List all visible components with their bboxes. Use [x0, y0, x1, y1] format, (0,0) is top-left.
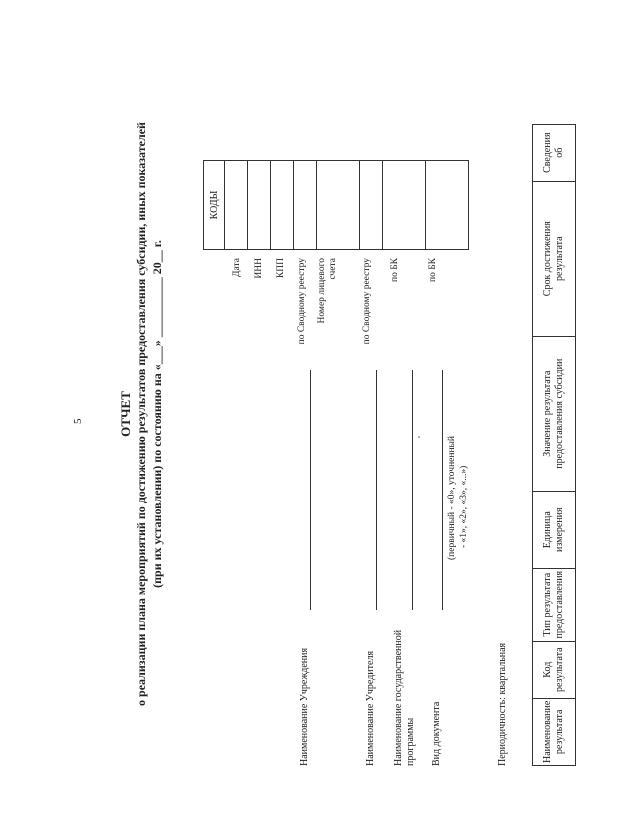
code-cell-account[interactable]	[317, 161, 360, 250]
results-table	[532, 124, 576, 766]
label-account-2: счета	[328, 258, 338, 280]
col-achievement-term: Срок достижения результата	[533, 181, 576, 336]
report-title: ОТЧЕТ	[118, 391, 133, 437]
institution-field-line[interactable]	[310, 370, 311, 610]
page-number: 5	[72, 418, 84, 424]
label-inn: ИНН	[254, 258, 264, 279]
label-institution: Наименование Учреждения	[299, 647, 310, 766]
col-unit: Единица измерения	[533, 491, 576, 568]
col-result-name: Наименование результата	[533, 698, 576, 765]
label-bk-2: по БК	[428, 258, 438, 283]
doc-type-hint-1: (первичный - «0», уточненный	[447, 435, 457, 560]
label-founder: Наименование Учредителя	[365, 650, 376, 766]
code-cell-kpp[interactable]	[271, 161, 294, 250]
codes-table	[203, 160, 469, 250]
founder-field-line[interactable]	[376, 370, 377, 610]
label-program-1: Наименование государственной	[393, 629, 404, 766]
label-kpp: КПП	[276, 258, 286, 279]
report-date-line: (при их установлении) по состоянию на «___» __________ 20__ г.	[150, 240, 164, 588]
doc-type-hint-2: - «1», «2», «3», «...»)	[459, 465, 469, 548]
col-result-code: Код результата	[533, 641, 576, 698]
doc-type-field-line[interactable]	[442, 370, 443, 610]
code-cell-svod2[interactable]	[360, 161, 383, 250]
label-periodicity: Периодичность: квартальная	[497, 642, 508, 766]
col-result-value: Значение результата предоставления субсидии	[533, 336, 576, 491]
label-account-1: Номер лицевого	[317, 258, 327, 324]
program-field-line[interactable]	[412, 370, 413, 610]
label-date: Дата	[232, 258, 242, 277]
label-svod-2: по Сводному реестру	[362, 258, 372, 345]
table-header-row	[533, 124, 576, 765]
codes-header: КОДЫ	[204, 161, 225, 250]
code-cell-bk2[interactable]	[426, 161, 469, 250]
report-subtitle: о реализации плана мероприятий по достижению результатов предоставления субсидии, иных показателей	[134, 122, 148, 706]
scan-dot	[418, 436, 420, 438]
label-svod-1: по Сводному реестру	[297, 258, 307, 345]
label-bk-1: по БК	[390, 258, 400, 283]
code-cell-inn[interactable]	[248, 161, 271, 250]
code-cell-bk1[interactable]	[383, 161, 426, 250]
col-info: Сведения об	[533, 124, 576, 181]
col-result-type: Тип результата предоставления	[533, 568, 576, 641]
code-cell-date[interactable]	[225, 161, 248, 250]
label-doc-type: Вид документа	[431, 701, 442, 766]
label-program-2: программы	[405, 717, 416, 766]
code-cell-svod1[interactable]	[294, 161, 317, 250]
